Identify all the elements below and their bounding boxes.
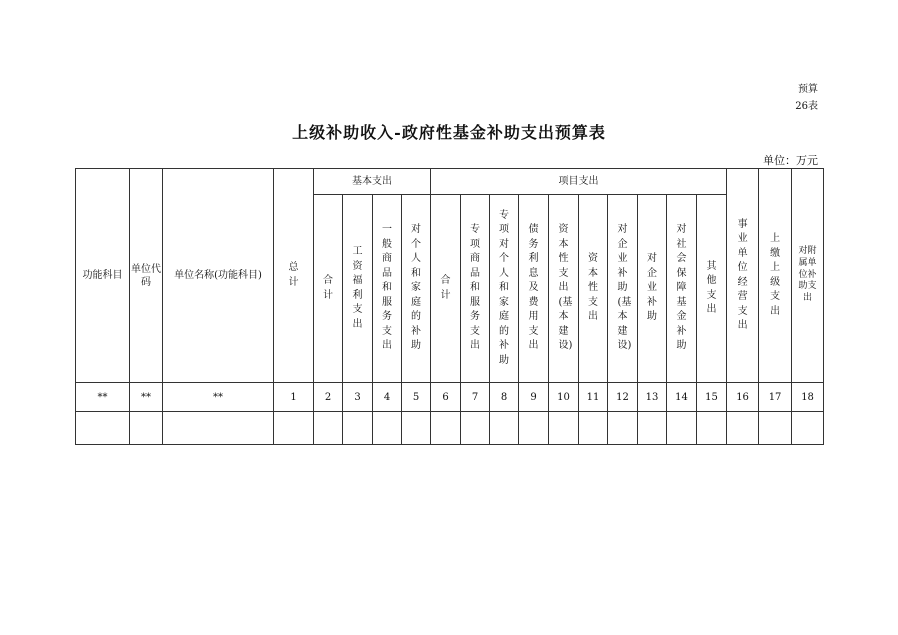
table-cell xyxy=(697,412,727,445)
header-group-project: 项目支出 xyxy=(431,169,727,195)
table-cell xyxy=(759,412,792,445)
header-unit-name: 单位名称(功能科目) xyxy=(163,169,274,383)
header-project-col: 合计 xyxy=(431,195,461,383)
table-cell xyxy=(373,412,402,445)
header-basic-col: 工资福利支出 xyxy=(343,195,373,383)
column-number: ** xyxy=(130,383,163,412)
column-number: 3 xyxy=(343,383,373,412)
header-project-col: 债务利息及费用支出 xyxy=(519,195,549,383)
column-number: 17 xyxy=(759,383,792,412)
header-project-col: 资本性支出 xyxy=(579,195,608,383)
empty-data-row xyxy=(76,412,824,445)
table-cell xyxy=(76,412,130,445)
table-cell xyxy=(519,412,549,445)
column-number: ** xyxy=(163,383,274,412)
budget-table xyxy=(75,168,824,445)
table-cell xyxy=(402,412,431,445)
header-basic-col: 对个人和家庭的补助 xyxy=(402,195,431,383)
table-cell xyxy=(163,412,274,445)
table-cell xyxy=(667,412,697,445)
column-number: ** xyxy=(76,383,130,412)
header-basic-col: 一般商品和服务支出 xyxy=(373,195,402,383)
table-cell xyxy=(608,412,638,445)
column-number: 1 xyxy=(274,383,314,412)
header-project-col: 专项商品和服务支出 xyxy=(461,195,490,383)
table-cell xyxy=(343,412,373,445)
header-upper: 上缴上级支出 xyxy=(759,169,792,383)
table-cell xyxy=(549,412,579,445)
table-number-line1: 预算 xyxy=(798,84,818,95)
column-number: 13 xyxy=(638,383,667,412)
column-number: 11 xyxy=(579,383,608,412)
table-cell xyxy=(431,412,461,445)
header-project-col: 专项对个人和家庭的补助 xyxy=(490,195,519,383)
header-project-col: 资本性支出(基本建设) xyxy=(549,195,579,383)
column-number: 15 xyxy=(697,383,727,412)
column-number: 7 xyxy=(461,383,490,412)
header-group-basic: 基本支出 xyxy=(314,169,431,195)
unit-label: 单位：万元 xyxy=(763,154,818,167)
column-number: 12 xyxy=(608,383,638,412)
header-total: 总计 xyxy=(274,169,314,383)
table-cell xyxy=(638,412,667,445)
column-number: 14 xyxy=(667,383,697,412)
column-number: 5 xyxy=(402,383,431,412)
table-cell xyxy=(579,412,608,445)
column-number: 8 xyxy=(490,383,519,412)
column-number: 9 xyxy=(519,383,549,412)
table-number-line2: 26表 xyxy=(795,101,818,112)
table-cell xyxy=(274,412,314,445)
header-unit-code: 单位代码 xyxy=(130,169,163,383)
header-project-col: 对企业补助 xyxy=(638,195,667,383)
table-cell xyxy=(130,412,163,445)
column-number: 2 xyxy=(314,383,343,412)
column-number: 6 xyxy=(431,383,461,412)
header-function-subject: 功能科目 xyxy=(76,169,130,383)
header-project-col: 对企业补助(基本建设) xyxy=(608,195,638,383)
header-business: 事业单位经营支出 xyxy=(727,169,759,383)
header-affiliated: 对附属单位补助支出 xyxy=(792,169,824,383)
column-number-row xyxy=(76,383,824,412)
column-number: 4 xyxy=(373,383,402,412)
page-title: 上级补助收入-政府性基金补助支出预算表 xyxy=(292,123,606,142)
header-basic-col: 合计 xyxy=(314,195,343,383)
table-cell xyxy=(461,412,490,445)
header-project-col: 对社会保障基金补助 xyxy=(667,195,697,383)
column-number: 18 xyxy=(792,383,824,412)
table-cell xyxy=(792,412,824,445)
table-cell xyxy=(314,412,343,445)
header-project-col: 其他支出 xyxy=(697,195,727,383)
column-number: 16 xyxy=(727,383,759,412)
table-cell xyxy=(490,412,519,445)
column-number: 10 xyxy=(549,383,579,412)
table-cell xyxy=(727,412,759,445)
